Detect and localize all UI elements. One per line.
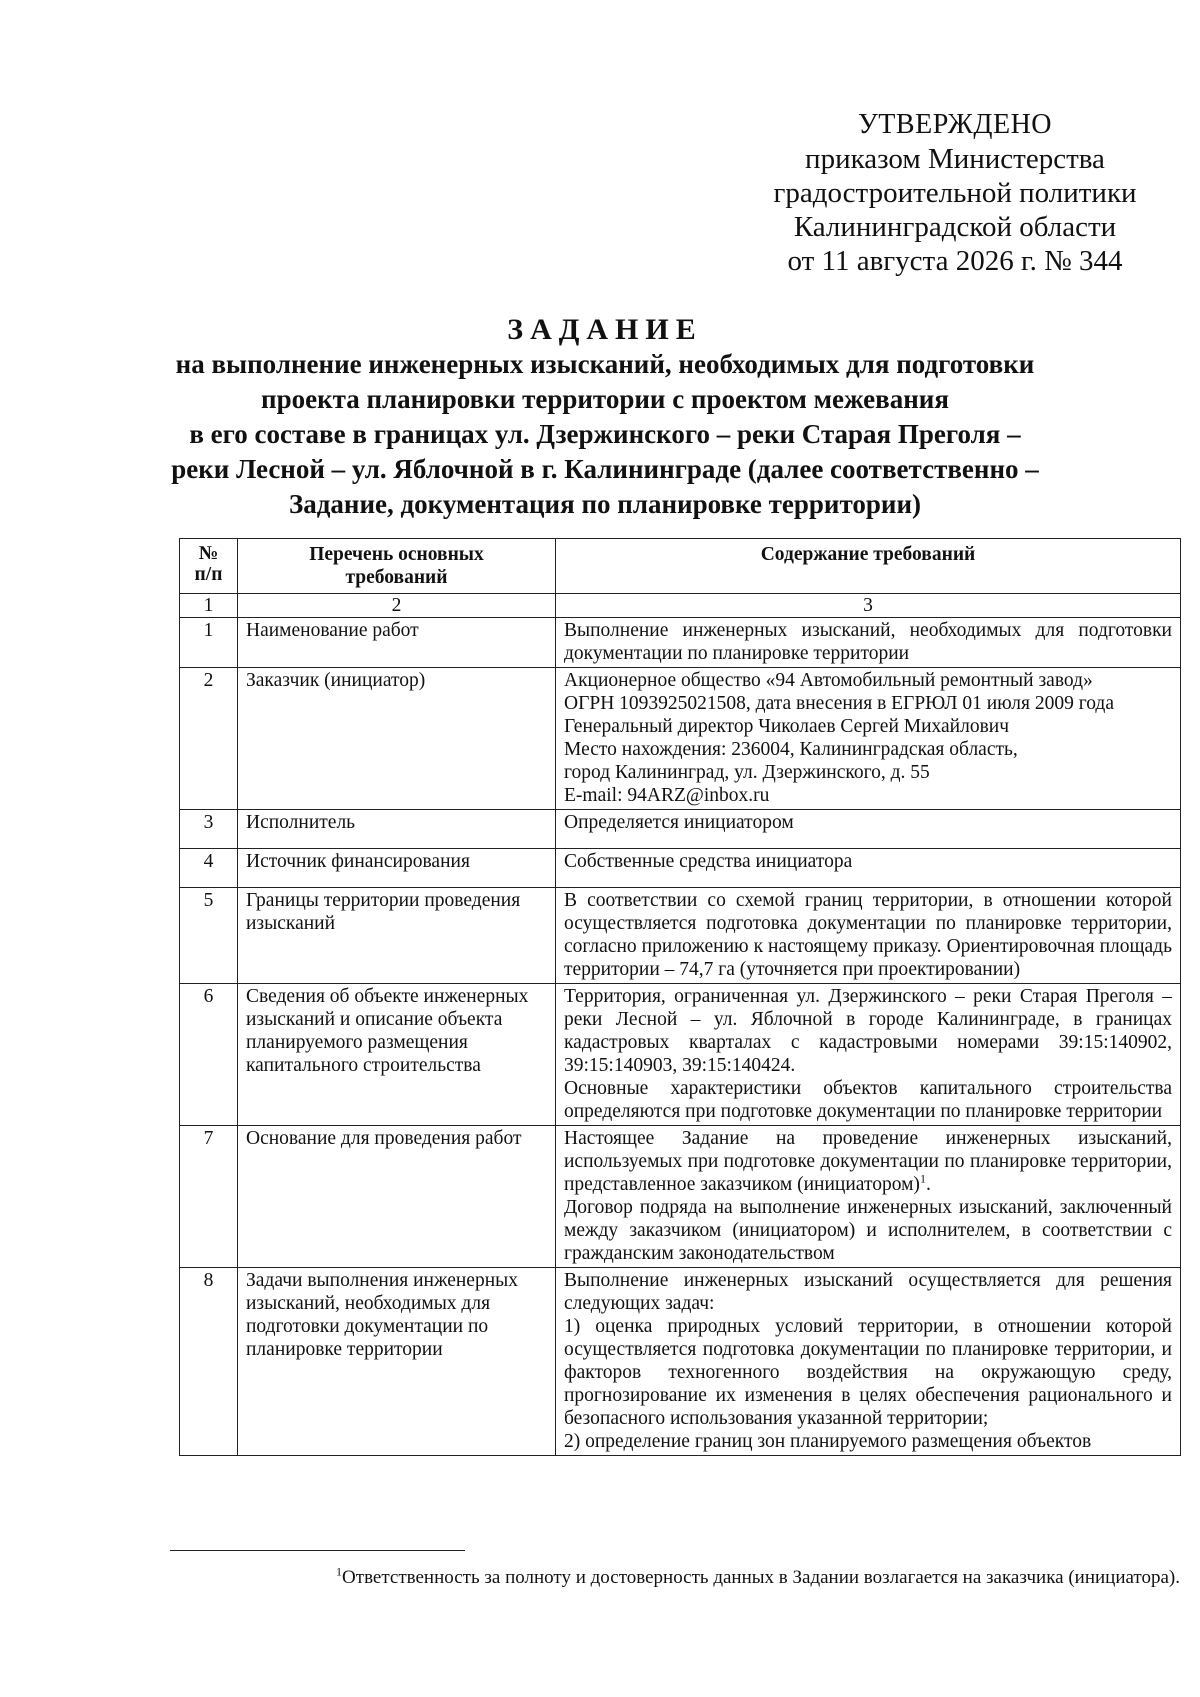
header-number-line: п/п xyxy=(194,564,223,585)
content-paragraph: Собственные средства инициатора xyxy=(564,851,853,872)
row-requirement: Сведения об объекте инженерных изысканий и описание объекта планируемого размещения капитального строительства xyxy=(238,984,556,1126)
title-line: проекта планировки территории с проектом межевания xyxy=(261,384,949,414)
approval-line: приказом Министерства xyxy=(805,143,1105,175)
header-requirement xyxy=(238,539,556,594)
row-content xyxy=(556,888,1181,984)
content-line: ОГРН 1093925021508, дата внесения в ЕГРЮЛ 01 июля 2009 года xyxy=(564,693,1114,714)
content-line: Генеральный директор Чиколаев Сергей Михайлович xyxy=(564,716,1010,737)
title-line: реки Лесной – ул. Яблочной в г. Калининграде (далее соответственно – xyxy=(171,454,1039,484)
title-line: Задание, документация по планировке территории) xyxy=(288,489,921,519)
row-requirement: Наименование работ xyxy=(238,618,556,668)
content-paragraph: Договор подряда на выполнение инженерных изысканий, заключенный между заказчиком (инициатором) и исполнителем, в соответствии с гражданским законодательством xyxy=(564,1197,1172,1264)
header-requirement-line: требований xyxy=(345,567,448,588)
content-paragraph: Выполнение инженерных изысканий, необходимых для подготовки документации по планировке территории xyxy=(564,620,1172,664)
footnote-text: Ответственность за полноту и достоверность данных в Задании возлагается на заказчика (инициатора). xyxy=(342,1567,1180,1588)
approval-line: градостроительной политики xyxy=(773,177,1137,209)
row-content xyxy=(556,1126,1181,1268)
row-requirement: Исполнитель xyxy=(238,810,556,849)
table-row xyxy=(180,984,1181,1126)
row-content xyxy=(556,849,1181,888)
content-paragraph: Определяется инициатором xyxy=(564,812,794,833)
table-row xyxy=(180,618,1181,668)
row-requirement: Заказчик (инициатор) xyxy=(238,668,556,810)
column-number: 2 xyxy=(238,594,556,618)
row-number: 8 xyxy=(180,1268,238,1456)
title-heading: ЗАДАНИЕ xyxy=(507,313,703,346)
content-text: . xyxy=(925,1174,931,1195)
row-content xyxy=(556,618,1181,668)
row-number: 4 xyxy=(180,849,238,888)
table-row xyxy=(180,1126,1181,1268)
content-paragraph: Выполнение инженерных изысканий осуществляется для решения следующих задач: xyxy=(564,1270,1172,1314)
document-title xyxy=(150,312,1060,522)
table-row xyxy=(180,668,1181,810)
content-line: Место нахождения: 236004, Калининградская область, xyxy=(564,739,1018,760)
row-requirement: Основание для проведения работ xyxy=(238,1126,556,1268)
approval-line: от 11 августа 2026 г. № 344 xyxy=(787,245,1123,277)
header-number-line: № xyxy=(198,543,219,564)
row-requirement: Границы территории проведения изысканий xyxy=(238,888,556,984)
row-content xyxy=(556,668,1181,810)
content-paragraph: Основные характеристики объектов капитального строительства определяются при подготовке документации по планировке территории xyxy=(564,1078,1172,1122)
footnote xyxy=(190,1566,1180,1589)
content-paragraph: 2) определение границ зон планируемого размещения объектов xyxy=(564,1431,1092,1452)
footnote-mark: 1 xyxy=(336,1564,343,1579)
row-number: 5 xyxy=(180,888,238,984)
header-content: Содержание требований xyxy=(556,539,1181,594)
footnote-divider xyxy=(170,1550,465,1551)
column-number: 1 xyxy=(180,594,238,618)
row-number: 1 xyxy=(180,618,238,668)
row-number: 7 xyxy=(180,1126,238,1268)
column-number: 3 xyxy=(556,594,1181,618)
header-requirement-line: Перечень основных xyxy=(309,544,484,565)
row-number: 6 xyxy=(180,984,238,1126)
content-text: Настоящее Задание на проведение инженерных изысканий, используемых при подготовке документации по планировке территории, представленное заказчиком (инициатором) xyxy=(564,1128,1172,1195)
content-line: E-mail: 94ARZ@inbox.ru xyxy=(564,785,770,806)
row-content xyxy=(556,810,1181,849)
content-paragraph: Территория, ограниченная ул. Дзержинского – реки Старая Преголя – реки Лесной – ул. Яблочной в городе Калининграде, в границах кадастровых кварталах с кадастровыми номерами 39:15:140902, 39:15:140903, 39:15:140424. xyxy=(564,986,1172,1076)
title-line: на выполнение инженерных изысканий, необходимых для подготовки xyxy=(175,349,1035,379)
header-number xyxy=(180,539,238,594)
row-requirement: Задачи выполнения инженерных изысканий, необходимых для подготовки документации по планировке территории xyxy=(238,1268,556,1456)
row-number: 3 xyxy=(180,810,238,849)
content-line: город Калининград, ул. Дзержинского, д. 55 xyxy=(564,762,930,783)
content-paragraph: В соответствии со схемой границ территории, в отношении которой осуществляется подготовка документации по планировке территории, согласно приложению к настоящему приказу. Ориентировочная площадь территории – 74,7 га (уточняется при проектировании) xyxy=(564,890,1172,980)
row-number: 2 xyxy=(180,668,238,810)
table-header-row xyxy=(180,539,1181,594)
table-row xyxy=(180,888,1181,984)
approval-heading: УТВЕРЖДЕНО xyxy=(857,109,1053,140)
approval-line: Калининградской области xyxy=(793,211,1117,243)
row-content xyxy=(556,1268,1181,1456)
content-paragraph xyxy=(564,1127,1172,1196)
table-row xyxy=(180,849,1181,888)
row-content xyxy=(556,984,1181,1126)
content-line: Акционерное общество «94 Автомобильный ремонтный завод» xyxy=(564,670,1093,691)
requirements-table xyxy=(179,538,1181,1456)
column-number-row xyxy=(180,594,1181,618)
row-requirement: Источник финансирования xyxy=(238,849,556,888)
approval-stamp xyxy=(760,108,1150,278)
footnote-reference: 1 xyxy=(919,1171,926,1186)
content-paragraph: 1) оценка природных условий территории, в отношении которой осуществляется подготовка документации по планировке территории, и факторов техногенного воздействия на окружающую среду, прогнозирование их изменения в целях обеспечения рационального и безопасного использования указанной территории; xyxy=(564,1316,1172,1429)
table-row xyxy=(180,810,1181,849)
table-row xyxy=(180,1268,1181,1456)
title-line: в его составе в границах ул. Дзержинского – реки Старая Преголя – xyxy=(189,419,1021,449)
